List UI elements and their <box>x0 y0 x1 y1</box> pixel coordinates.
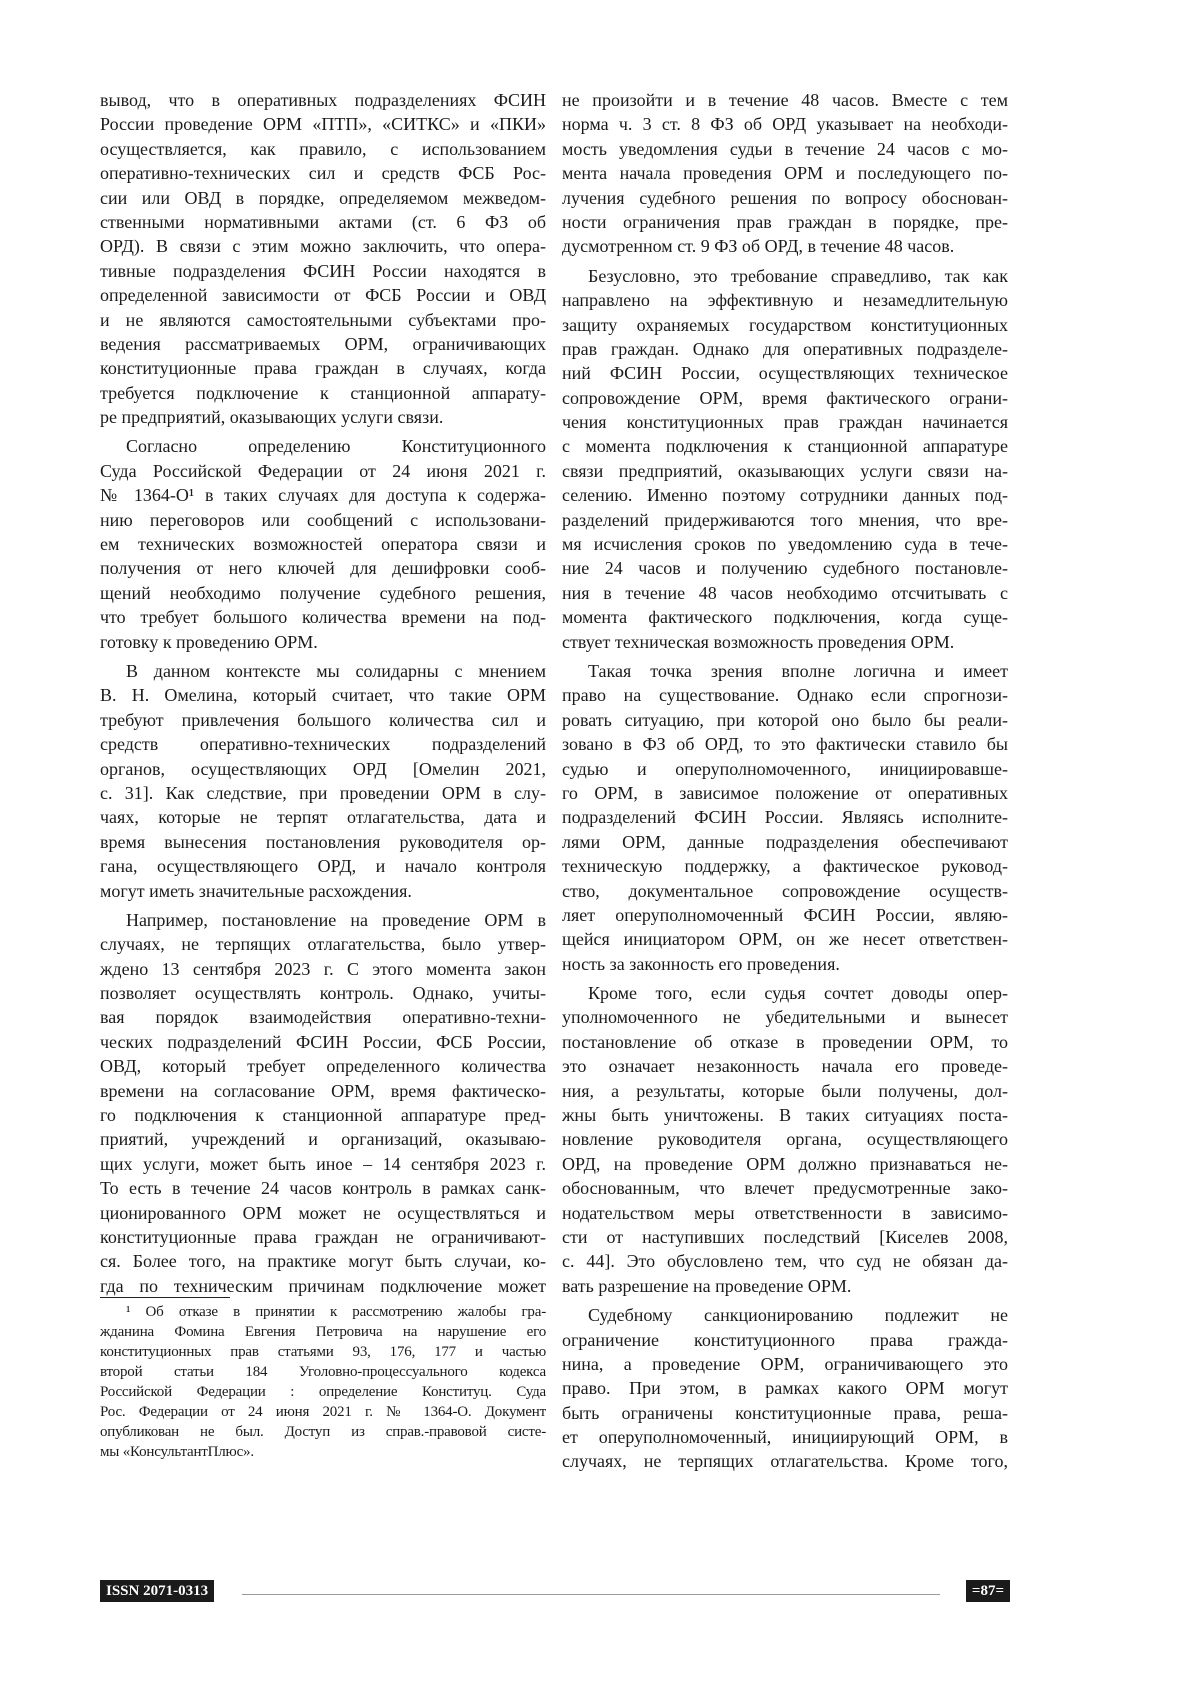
text-line: постановление об отказе в проведении ОРМ, то <box>562 1030 1008 1054</box>
text-line: судью и оперуполномоченного, инициировавше- <box>562 757 1008 781</box>
text-line: гана, осуществляющего ОРД, и начало контроля <box>100 854 546 878</box>
text-line: ровать ситуацию, при которой оно было бы реали- <box>562 708 1008 732</box>
text-line: ния, а результаты, которые были получены, дол- <box>562 1079 1008 1103</box>
text-line: Например, постановление на проведение ОРМ в <box>100 908 546 932</box>
text-line: осуществляется, как правило, с использованием <box>100 137 546 161</box>
text-line: приятий, учреждений и организаций, оказываю- <box>100 1127 546 1151</box>
text-line: ние 24 часов и получению судебного постановле- <box>562 556 1008 580</box>
text-line: ляет оперуполномоченный ФСИН России, являю- <box>562 903 1008 927</box>
text-line: селению. Именно поэтому сотрудники данных под- <box>562 483 1008 507</box>
text-line: опубликован не был. Доступ из справ.-правовой систе- <box>100 1422 546 1442</box>
paragraph <box>100 434 546 654</box>
text-line: позволяет осуществлять контроль. Однако, учиты- <box>100 981 546 1005</box>
text-line: жны быть уничтожены. В таких ситуациях поста- <box>562 1103 1008 1127</box>
text-line: ограничение конституционного права гражда- <box>562 1328 1008 1352</box>
text-line: конституционных прав статьями 93, 176, 177 и частью <box>100 1342 546 1362</box>
paragraph <box>100 88 546 429</box>
text-line: нина, а проведение ОРМ, ограничивающего это <box>562 1352 1008 1376</box>
text-line: не произойти и в течение 48 часов. Вместе с тем <box>562 88 1008 112</box>
text-line: связи предприятий, оказывающих услуги связи на- <box>562 459 1008 483</box>
text-line: получения от него ключей для дешифровки сооб- <box>100 556 546 580</box>
text-line: ствует техническая возможность проведения ОРМ. <box>562 630 1008 654</box>
text-line: уполномоченного не убедительными и вынесет <box>562 1005 1008 1029</box>
text-line: требуется подключение к станционной аппарату- <box>100 381 546 405</box>
text-line: конституционные права граждан не ограничивают- <box>100 1225 546 1249</box>
text-line: ждено 13 сентября 2023 г. С этого момента закон <box>100 957 546 981</box>
text-line: с. 31]. Как следствие, при проведении ОРМ в слу- <box>100 781 546 805</box>
text-line: ство, документальное сопровождение осуществ- <box>562 879 1008 903</box>
text-line: быть ограничены конституционные права, реша- <box>562 1401 1008 1425</box>
text-line: го ОРМ, в зависимое положение от оперативных <box>562 781 1008 805</box>
text-line: оперативно-технических сил и средств ФСБ Рос- <box>100 161 546 185</box>
page-number: =87= <box>966 1580 1010 1602</box>
text-line: органов, осуществляющих ОРД [Омелин 2021, <box>100 757 546 781</box>
text-line: могут иметь значительные расхождения. <box>100 879 546 903</box>
text-line: техническую поддержку, а фактическое руковод- <box>562 854 1008 878</box>
footnote <box>100 1302 546 1467</box>
text-line: защиту охраняемых государством конституционных <box>562 313 1008 337</box>
text-line: и не являются самостоятельными субъектами про- <box>100 308 546 332</box>
text-line: дусмотренном ст. 9 ФЗ об ОРД, в течение 48 часов. <box>562 234 1008 258</box>
text-line: Судебному санкционированию подлежит не <box>562 1303 1008 1327</box>
text-line: вывод, что в оперативных подразделениях ФСИН <box>100 88 546 112</box>
text-line: ся. Более того, на практике могут быть случаи, ко- <box>100 1249 546 1273</box>
text-line: ре предприятий, оказывающих услуги связи. <box>100 405 546 429</box>
text-line: вать разрешение на проведение ОРМ. <box>562 1274 1008 1298</box>
text-line: Кроме того, если судья сочтет доводы опер- <box>562 981 1008 1005</box>
text-line: нодательством меры ответственности в зависимо- <box>562 1201 1008 1225</box>
text-line: готовку к проведению ОРМ. <box>100 630 546 654</box>
text-line: щений необходимо получение судебного решения, <box>100 581 546 605</box>
right-column <box>562 88 1008 1479</box>
paragraph <box>562 264 1008 654</box>
text-line: право. При этом, в рамках какого ОРМ могут <box>562 1376 1008 1400</box>
text-line: случаях, не терпящих отлагательства, было утвер- <box>100 932 546 956</box>
text-line: ственными нормативными актами (ст. 6 ФЗ об <box>100 210 546 234</box>
text-line: ет оперуполномоченный, инициирующий ОРМ, в <box>562 1425 1008 1449</box>
left-column <box>100 88 546 1303</box>
text-line: Безусловно, это требование справедливо, так как <box>562 264 1008 288</box>
text-line: ем технических возможностей оператора связи и <box>100 532 546 556</box>
text-line: время вынесения постановления руководителя ор- <box>100 830 546 854</box>
paragraph <box>100 908 546 1298</box>
text-line: ний ФСИН России, осуществляющих техническое <box>562 361 1008 385</box>
text-line: ния в течение 48 часов необходимо отсчитывать с <box>562 581 1008 605</box>
text-line: момента фактического подключения, когда суще- <box>562 605 1008 629</box>
text-line: прав граждан. Однако для оперативных подразделе- <box>562 337 1008 361</box>
text-line: Такая точка зрения вполне логична и имеет <box>562 659 1008 683</box>
text-line: сопровождение ОРМ, время фактического ограни- <box>562 386 1008 410</box>
paragraph <box>100 659 546 903</box>
text-line: жданина Фомина Евгения Петровича на нарушение его <box>100 1322 546 1342</box>
paragraph <box>562 88 1008 259</box>
text-line: Рос. Федерации от 24 июня 2021 г. № 1364-О. Документ <box>100 1402 546 1422</box>
text-line: ОВД, который требует определенного количества <box>100 1054 546 1078</box>
text-line: конституционные права граждан в случаях, когда <box>100 356 546 380</box>
text-line: лями ОРМ, данные подразделения обеспечивают <box>562 830 1008 854</box>
text-line: чаях, которые не терпят отлагательства, дата и <box>100 805 546 829</box>
text-line: В. Н. Омелина, который считает, что такие ОРМ <box>100 683 546 707</box>
text-line: России проведение ОРМ «ПТП», «СИТКС» и «ПКИ» <box>100 112 546 136</box>
text-line: новление руководителя органа, осуществляющего <box>562 1127 1008 1151</box>
text-line: мы «КонсультантПлюс». <box>100 1442 546 1462</box>
text-line: То есть в течение 24 часов контроль в рамках санк- <box>100 1176 546 1200</box>
paragraph <box>100 1302 546 1462</box>
page-footer <box>100 1580 1010 1602</box>
text-line: № 1364-О¹ в таких случаях для доступа к содержа- <box>100 483 546 507</box>
text-line: вая порядок взаимодействия оперативно-техни- <box>100 1005 546 1029</box>
text-line: с. 44]. Это обусловлено тем, что суд не обязан да- <box>562 1249 1008 1273</box>
footer-rule <box>242 1594 940 1595</box>
text-line: тивные подразделения ФСИН России находятся в <box>100 259 546 283</box>
text-line: гда по техническим причинам подключение может <box>100 1274 546 1298</box>
text-line: ность за законность его проведения. <box>562 952 1008 976</box>
text-line: ОРД). В связи с этим можно заключить, что опера- <box>100 234 546 258</box>
text-line: Суда Российской Федерации от 24 июня 2021 г. <box>100 459 546 483</box>
text-line: обоснованным, что влечет предусмотренные зако- <box>562 1176 1008 1200</box>
text-line: ¹ Об отказе в принятии к рассмотрению жалобы гра- <box>100 1302 546 1322</box>
text-line: ОРД, на проведение ОРМ должно признаваться не- <box>562 1152 1008 1176</box>
text-line: щих услуги, может быть иное – 14 сентября 2023 г. <box>100 1152 546 1176</box>
text-line: второй статьи 184 Уголовно-процессуального кодекса <box>100 1362 546 1382</box>
text-line: мость уведомления судьи в течение 24 часов с мо- <box>562 137 1008 161</box>
text-line: право на существование. Однако если спрогнози- <box>562 683 1008 707</box>
text-line: чения конституционных прав граждан начинается <box>562 410 1008 434</box>
text-line: мента начала проведения ОРМ и последующего по- <box>562 161 1008 185</box>
issn-label: ISSN 2071-0313 <box>100 1580 214 1602</box>
text-line: это означает незаконность начала его проведе- <box>562 1054 1008 1078</box>
text-line: определенной зависимости от ФСБ России и ОВД <box>100 283 546 307</box>
text-line: случаях, не терпящих отлагательства. Кроме того, <box>562 1449 1008 1473</box>
text-line: щейся инициатором ОРМ, он же несет ответствен- <box>562 927 1008 951</box>
text-line: В данном контексте мы солидарны с мнением <box>100 659 546 683</box>
text-line: зовано в ФЗ об ОРД, то это фактически ставило бы <box>562 732 1008 756</box>
text-line: сти от наступивших последствий [Киселев 2008, <box>562 1225 1008 1249</box>
text-line: ведения рассматриваемых ОРМ, ограничивающих <box>100 332 546 356</box>
paragraph <box>562 981 1008 1298</box>
text-line: ционированного ОРМ может не осуществляться и <box>100 1201 546 1225</box>
paragraph <box>562 659 1008 976</box>
text-line: ности ограничения прав граждан в порядке, пре- <box>562 210 1008 234</box>
footnote-separator <box>100 1297 230 1298</box>
text-line: норма ч. 3 ст. 8 ФЗ об ОРД указывает на необходи- <box>562 112 1008 136</box>
text-line: го подключения к станционной аппаратуре пред- <box>100 1103 546 1127</box>
text-line: подразделений ФСИН России. Являясь исполните- <box>562 805 1008 829</box>
text-line: что требует большого количества времени на под- <box>100 605 546 629</box>
text-line: мя исчисления сроков по уведомлению суда в тече- <box>562 532 1008 556</box>
text-line: требуют привлечения большого количества сил и <box>100 708 546 732</box>
text-line: с момента подключения к станционной аппаратуре <box>562 434 1008 458</box>
text-line: лучения судебного решения по вопросу обоснован- <box>562 186 1008 210</box>
text-line: сии или ОВД в порядке, определяемом межведом- <box>100 186 546 210</box>
text-line: разделений придерживаются того мнения, что вре- <box>562 508 1008 532</box>
text-line: Согласно определению Конституционного <box>100 434 546 458</box>
text-line: времени на согласование ОРМ, время фактическо- <box>100 1079 546 1103</box>
text-line: средств оперативно-технических подразделений <box>100 732 546 756</box>
paragraph <box>562 1303 1008 1474</box>
text-line: нию переговоров или сообщений с использовани- <box>100 508 546 532</box>
text-line: Российской Федерации : определение Конституц. Суда <box>100 1382 546 1402</box>
text-line: направлено на эффективную и незамедлительную <box>562 288 1008 312</box>
text-line: ческих подразделений ФСИН России, ФСБ России, <box>100 1030 546 1054</box>
